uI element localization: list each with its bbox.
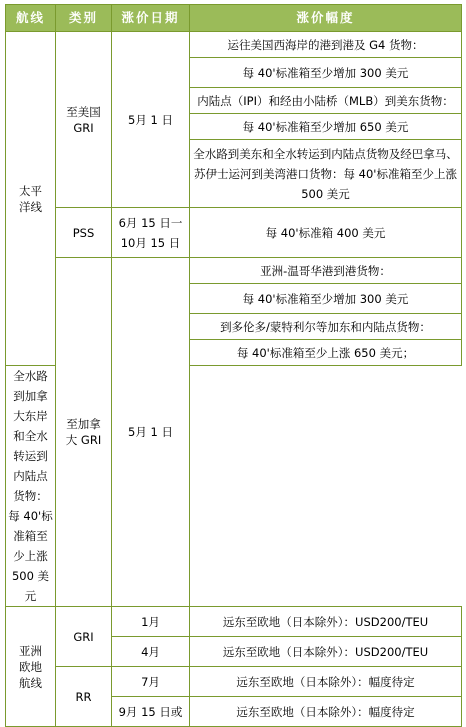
- date-ca-gri: 5月 1 日: [112, 258, 190, 607]
- category-us-gri: 至美国 GRI: [56, 32, 112, 208]
- range-cell: 到多伦多/蒙特利尔等加东和内陆点货物：: [190, 314, 462, 340]
- route-asia-europe: 亚洲欧地航线: [6, 607, 56, 727]
- range-cell: 远东至欧地（日本除外）：USD200/TEU: [190, 637, 462, 667]
- header-route: 航线: [6, 5, 56, 32]
- header-date: 涨价日期: [112, 5, 190, 32]
- range-cell: 亚洲-温哥华港到港货物：: [190, 258, 462, 284]
- header-category: 类别: [56, 5, 112, 32]
- table-row: [6, 32, 462, 58]
- category-ca-gri: 至加拿大 GRI: [56, 258, 112, 607]
- price-increase-table: [5, 4, 462, 727]
- table-row: [6, 667, 462, 697]
- range-cell: 每 40'标准箱 400 美元: [190, 208, 462, 258]
- range-cell: 内陆点（IPI）和经由小陆桥（MLB）到美东货物：: [190, 88, 462, 114]
- table-row: [6, 258, 462, 284]
- table-row: [6, 607, 462, 637]
- category-rr: RR: [56, 667, 112, 727]
- range-cell: 全水路到加拿大东岸和全水转运到内陆点货物：每 40'标准箱至少上涨 500 美元: [6, 366, 56, 607]
- date-cell: 1月: [112, 607, 190, 637]
- range-cell: 每 40'标准箱至少增加 650 美元: [190, 114, 462, 140]
- range-cell: 远东至欧地（日本除外）：USD200/TEU: [190, 607, 462, 637]
- header-row: [6, 5, 462, 32]
- header-range: 涨价幅度: [190, 5, 462, 32]
- category-gri: GRI: [56, 607, 112, 667]
- range-cell: 远东至欧地（日本除外）：幅度待定: [190, 697, 462, 727]
- date-pss: 6月 15 日一 10月 15 日: [112, 208, 190, 258]
- date-cell: 4月: [112, 637, 190, 667]
- table-row: [6, 208, 462, 258]
- route-pacific: 太平洋线: [6, 32, 56, 366]
- range-cell: 全水路到美东和全水转运到内陆点货物及经巴拿马、苏伊士运河到美湾港口货物：每 40'标准箱至少上涨 500 美元: [190, 140, 462, 208]
- category-pss: PSS: [56, 208, 112, 258]
- range-cell: 每 40'标准箱至少增加 300 美元: [190, 284, 462, 314]
- date-cell: 7月: [112, 667, 190, 697]
- range-cell: 每 40'标准箱至少增加 300 美元: [190, 58, 462, 88]
- range-cell: 运往美国西海岸的港到港及 G4 货物：: [190, 32, 462, 58]
- range-cell: 每 40'标准箱至少上涨 650 美元；: [190, 340, 462, 366]
- range-cell: 远东至欧地（日本除外）：幅度待定: [190, 667, 462, 697]
- date-us-gri: 5月 1 日: [112, 32, 190, 208]
- date-cell: 9月 15 日或: [112, 697, 190, 727]
